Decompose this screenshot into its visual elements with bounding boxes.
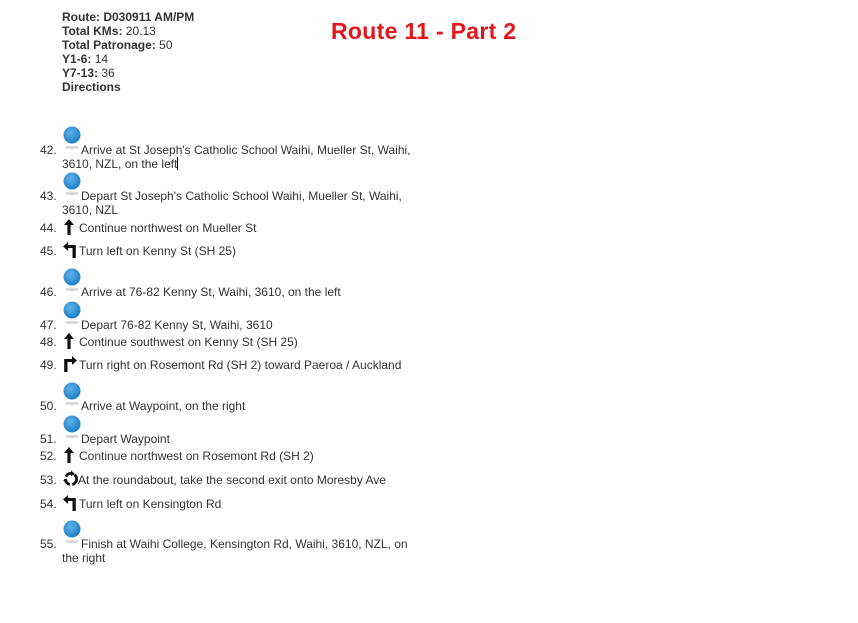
step-text-line-1	[62, 318, 422, 332]
step-text	[62, 497, 422, 511]
route-summary	[62, 10, 194, 94]
total-kms-row	[62, 24, 194, 38]
step-number: 54.	[40, 497, 57, 511]
page-title: Route 11 - Part 2	[331, 18, 517, 44]
y1-6-row	[62, 52, 194, 66]
step-number: 55.	[40, 537, 57, 551]
route-row	[62, 10, 194, 24]
step-text-line-1	[62, 537, 422, 551]
step-instruction: Finish at Waihi College, Kensington Rd, Waihi, 3610, NZL, on	[81, 537, 408, 551]
step-text	[62, 221, 422, 235]
step-instruction: At the roundabout, take the second exit onto Moresby Ave	[78, 473, 386, 487]
step-instruction: Depart St Joseph's Catholic School Waihi, Mueller St, Waihi,	[81, 189, 402, 203]
y1-6-value: 14	[94, 52, 109, 66]
step-text	[62, 335, 422, 349]
text-cursor	[177, 157, 178, 170]
step-instruction: Arrive at 76-82 Kenny St, Waihi, 3610, on the left	[81, 285, 341, 299]
route-label: Route:	[62, 10, 100, 24]
step-instruction: Turn right on Rosemont Rd (SH 2) toward Paeroa / Auckland	[79, 358, 402, 372]
step-number: 43.	[40, 189, 57, 203]
step-text	[62, 143, 422, 171]
step-text-line-1	[62, 399, 422, 413]
total-kms-value: 20.13	[125, 24, 156, 38]
step-instruction: Turn left on Kensington Rd	[79, 497, 222, 511]
step-number: 45.	[40, 244, 57, 258]
step-text	[62, 189, 422, 217]
step-instruction: Depart 76-82 Kenny St, Waihi, 3610	[81, 318, 273, 332]
step-instruction-continued: 3610, NZL	[62, 203, 119, 217]
waypoint-marker-icon	[62, 415, 80, 433]
waypoint-marker-icon	[62, 172, 80, 190]
step-text-line-1	[62, 358, 422, 372]
step-text-line-1	[62, 143, 422, 157]
step-number: 50.	[40, 399, 57, 413]
step-text	[62, 358, 422, 372]
route-value: D030911 AM/PM	[103, 10, 195, 24]
y1-6-label: Y1-6:	[62, 52, 92, 66]
step-text-line-1	[62, 285, 422, 299]
total-patronage-row	[62, 38, 194, 52]
step-text	[62, 399, 422, 413]
y7-13-row	[62, 66, 194, 80]
total-patronage-value: 50	[159, 38, 173, 52]
step-text	[62, 432, 422, 446]
total-patronage-label: Total Patronage:	[62, 38, 156, 52]
step-instruction: Continue northwest on Rosemont Rd (SH 2)	[79, 449, 314, 463]
step-text-line-2	[62, 203, 422, 217]
y7-13-value: 36	[101, 66, 115, 80]
step-instruction: Depart Waypoint	[81, 432, 170, 446]
step-instruction: Arrive at St Joseph's Catholic School Waihi, Mueller St, Waihi,	[81, 143, 411, 157]
step-text	[62, 537, 422, 565]
step-text-line-1	[62, 473, 422, 487]
step-text	[62, 318, 422, 332]
step-text-line-1	[62, 244, 422, 258]
step-text-line-1	[62, 432, 422, 446]
step-text	[62, 449, 422, 463]
waypoint-marker-icon	[62, 520, 80, 538]
step-number: 42.	[40, 143, 57, 157]
waypoint-marker-icon	[62, 268, 80, 286]
y7-13-label: Y7-13:	[62, 66, 99, 80]
step-text-line-2	[62, 551, 422, 565]
step-number: 53.	[40, 473, 57, 487]
step-number: 48.	[40, 335, 57, 349]
step-instruction: Turn left on Kenny St (SH 25)	[79, 244, 236, 258]
waypoint-marker-icon	[62, 382, 80, 400]
step-number: 52.	[40, 449, 57, 463]
step-number: 46.	[40, 285, 57, 299]
directions-heading: Directions	[62, 80, 121, 94]
step-instruction-continued: the right	[62, 551, 106, 565]
directions-heading-row	[62, 80, 194, 94]
total-kms-label: Total KMs:	[62, 24, 123, 38]
step-number: 47.	[40, 318, 57, 332]
step-text-line-1	[62, 221, 422, 235]
step-text-line-1	[62, 449, 422, 463]
step-text	[62, 285, 422, 299]
waypoint-marker-icon	[62, 126, 80, 144]
step-text-line-1	[62, 497, 422, 511]
step-text-line-1	[62, 189, 422, 203]
step-text-line-1	[62, 335, 422, 349]
step-instruction-continued: 3610, NZL, on the left	[62, 157, 178, 171]
waypoint-marker-icon	[62, 301, 80, 319]
step-number: 51.	[40, 432, 57, 446]
step-instruction: Continue southwest on Kenny St (SH 25)	[79, 335, 298, 349]
step-instruction: Continue northwest on Mueller St	[79, 221, 257, 235]
step-text	[62, 244, 422, 258]
step-number: 49.	[40, 358, 57, 372]
step-instruction: Arrive at Waypoint, on the right	[81, 399, 246, 413]
step-text	[62, 473, 422, 487]
step-text-line-2	[62, 157, 422, 171]
step-number: 44.	[40, 221, 57, 235]
